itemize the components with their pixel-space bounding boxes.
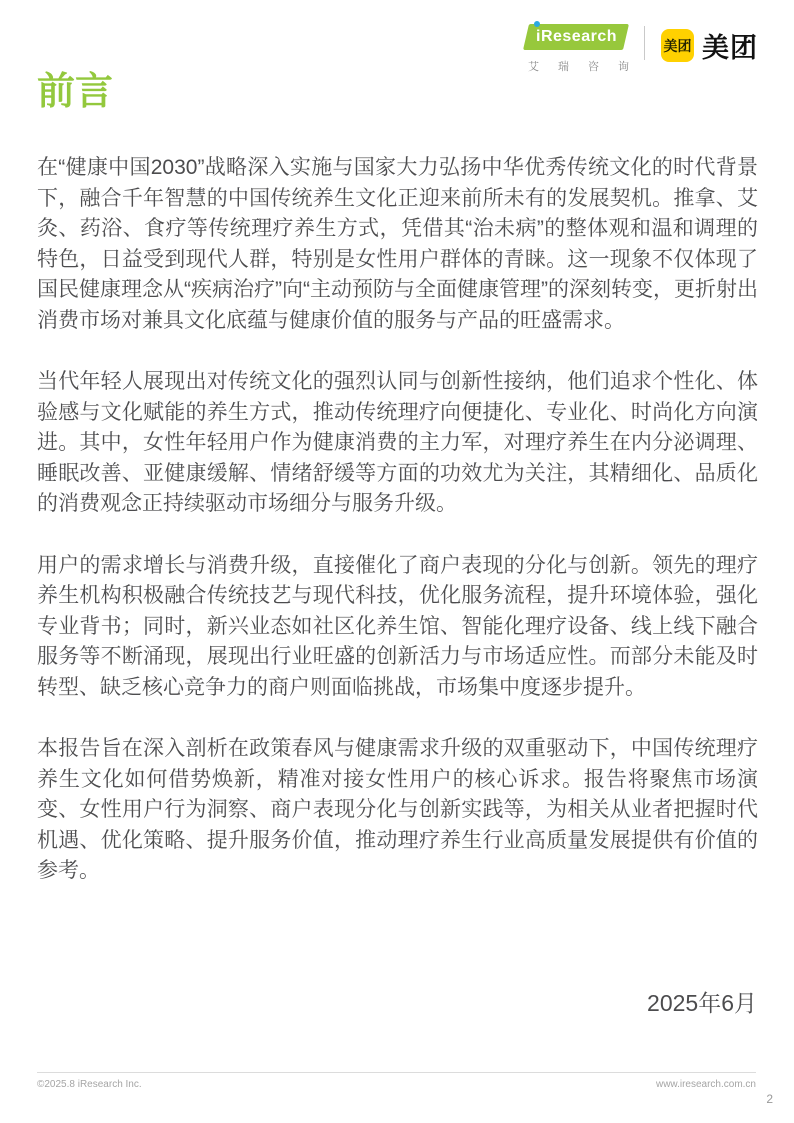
iresearch-logo <box>526 24 648 74</box>
paragraph-4: 本报告旨在深入剖析在政策春风与健康需求升级的双重驱动下，中国传统理疗养生文化如何借势焕新，精准对接女性用户的核心诉求。报告将聚焦市场演变、女性用户行为洞察、商户表现分化与创新实践等，为相关从业者把握时代机遇、优化策略、提升服务价值，推动理疗养生行业高质量发展提供有价值的参考。 <box>37 737 758 882</box>
paragraph-2: 当代年轻人展现出对传统文化的强烈认同与创新性接纳，他们追求个性化、体验感与文化赋能的养生方式，推动传统理疗向便捷化、专业化、时尚化方向演进。其中，女性年轻用户作为健康消费的主力军，对理疗养生在内分泌调理、睡眠改善、亚健康缓解、情绪舒缓等方面的功效尤为关注，其精细化、品质化的消费观念正持续驱动市场细分与服务升级。 <box>37 370 758 515</box>
logo-divider <box>644 26 645 60</box>
iresearch-i-dot-icon <box>534 21 540 27</box>
iresearch-brand-text: iResearch <box>535 28 617 45</box>
meituan-logo <box>661 26 758 65</box>
iresearch-logo-shape <box>523 24 629 50</box>
footer-website: www.iresearch.com.cn <box>655 1079 756 1090</box>
paragraph-1: 在“健康中国2030”战略深入实施与国家大力弘扬中华优秀传统文化的时代背景下，融合千年智慧的中国传统养生文化正迎来前所未有的发展契机。推拿、艾灸、药浴、食疗等传统理疗养生方式，凭借其“治未病”的整体观和温和调理的特色，日益受到现代人群，特别是女性用户群体的青睐。这一现象不仅体现了国民健康理念从“疾病治疗”向“主动预防与全面健康管理”的深刻转变，更折射出消费市场对兼具文化底蕴与健康价值的服务与产品的旺盛需求。 <box>37 156 758 332</box>
report-date: 2025年6月 <box>647 990 757 1016</box>
page-title: 前言 <box>37 71 114 113</box>
preface-content <box>37 153 758 918</box>
iresearch-chinese-name: 艾瑞咨询 <box>528 61 648 73</box>
page-number: 2 <box>766 1092 773 1106</box>
meituan-wordmark: 美团 <box>702 33 758 63</box>
paragraph-3: 用户的需求增长与消费升级，直接催化了商户表现的分化与创新。领先的理疗养生机构积极融合传统技艺与现代科技，优化服务流程，提升环境体验，强化专业背书；同时，新兴业态如社区化养生馆、智能化理疗设备、线上线下融合服务等不断涌现，展现出行业旺盛的创新活力与市场适应性。而部分未能及时转型、缺乏核心竞争力的商户则面临挑战，市场集中度逐步提升。 <box>37 553 758 699</box>
footer-copyright: ©2025.8 iResearch Inc. <box>37 1079 142 1090</box>
header-logos <box>526 24 758 74</box>
footer-divider <box>37 1072 756 1073</box>
meituan-app-icon: 美团 <box>661 29 694 62</box>
